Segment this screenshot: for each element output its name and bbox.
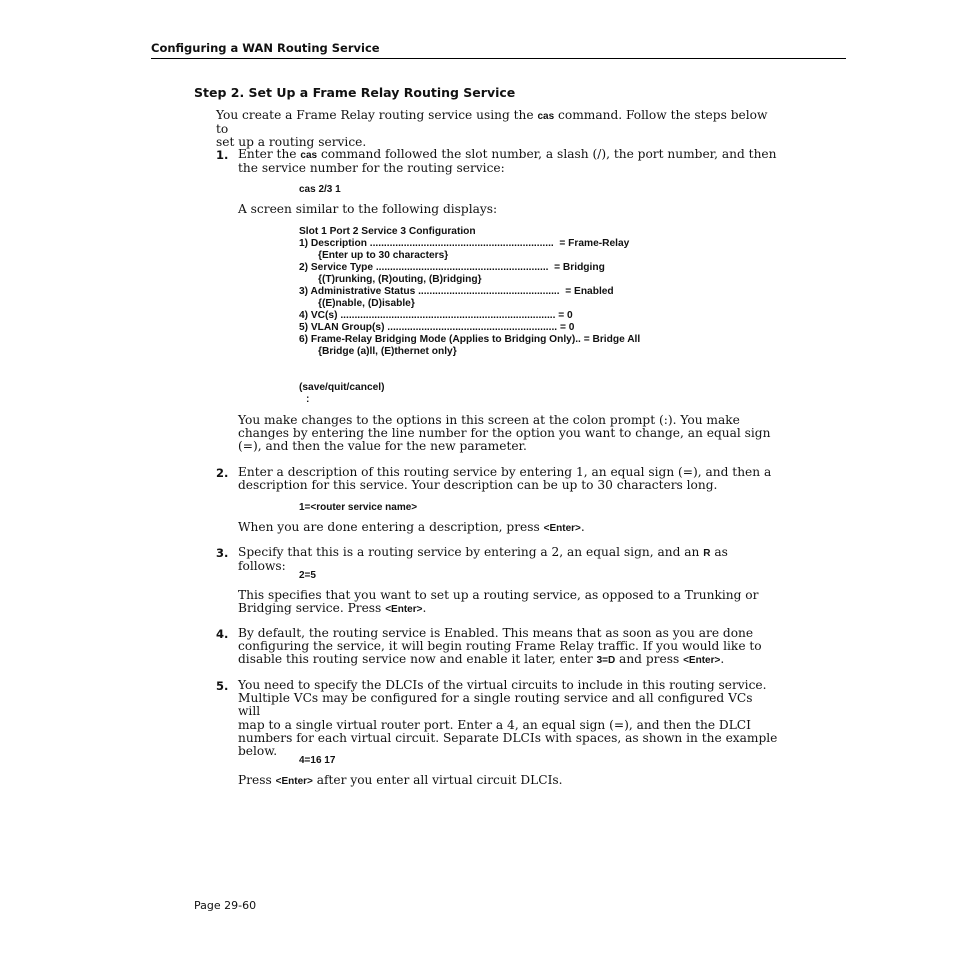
step-2-after-b: .	[580, 520, 585, 534]
step-3-text-a: Specify that this is a routing service by entering a 2, an equal sign, and an	[238, 545, 704, 559]
screen-line-2: {Enter up to 30 characters}	[318, 250, 449, 261]
step-4-line-3-c: .	[720, 652, 725, 667]
step-3-text	[238, 546, 778, 573]
step-1-number: 1.	[216, 148, 229, 162]
step-5-after-c: s.	[552, 773, 563, 787]
config-screen	[299, 226, 640, 358]
step-2-example: 1=<router service name>	[299, 502, 418, 513]
step-2-line-1: Enter a description of this routing service by entering 1, an equal sign (=), and then a	[238, 465, 772, 479]
step-4-line-3-a: disable this routing service now and enable it later, enter	[238, 652, 597, 667]
step-3-after-a: Bridging service. Press	[238, 601, 386, 616]
step-3-after-b: .	[422, 601, 427, 616]
header-rule	[151, 58, 846, 59]
step-3-number: 3.	[216, 546, 229, 560]
intro-text-2: command. Follow the steps below to	[216, 108, 768, 137]
step-3-after	[238, 589, 778, 616]
step-2-after-a: When you are done entering a description, press	[238, 520, 544, 534]
step-5-dlci-2: DLCI	[718, 717, 751, 732]
step-1-cmd: cas	[300, 150, 318, 161]
step-2-line-2: description for this service. Your description can be up to 30 characters long.	[238, 478, 718, 493]
step-4-line-2: configuring the service, it will begin routing Frame Relay traffic. If you would like to	[238, 639, 762, 654]
step-2-after	[238, 521, 585, 535]
step-2-text	[238, 466, 778, 492]
step-5-line-2: Multiple VCs may be configured for a single routing service and all configured VCs will	[238, 691, 753, 719]
step-1-text	[238, 148, 778, 175]
step-5-line-4-a: numbers for each virtual circuit. Separate	[238, 730, 503, 745]
after-screen-line-2: changes by entering the line number for the option you want to change, an equal sign	[238, 426, 771, 441]
screen-colon-prompt: :	[306, 394, 310, 405]
step-4-line-3-b: and press	[615, 652, 684, 667]
intro-line-2: set up a routing service.	[216, 135, 367, 150]
screen-prompt	[299, 382, 385, 406]
screen-line-7: 4) VC(s) ............................................................................ = 0	[299, 310, 573, 321]
step-1-text-a: Enter the	[238, 147, 301, 161]
step-3-example: 2=5	[299, 570, 316, 581]
step-5-line-4-b: s with spaces, as shown in the example	[534, 730, 778, 745]
step-5-after-key: <Enter>	[275, 776, 313, 787]
step-5-after-b: after you enter all virtual circuit	[312, 773, 521, 787]
screen-line-1: 1) Description ................................................................. = Frame-Relay	[299, 238, 630, 249]
step-4-line-1: By default, the routing service is Enabled. This means that as soon as you are done	[238, 626, 754, 640]
step-2-number: 2.	[216, 466, 229, 480]
step-3-text-b: as follows:	[238, 545, 728, 574]
step-5-line-1-a: You need to specify the	[238, 678, 386, 692]
screen-line-10: {Bridge (a)ll, (E)thernet only}	[318, 346, 457, 357]
step-4-key: <Enter>	[683, 655, 721, 667]
step-5-example: 4=16 17	[299, 755, 336, 766]
step-1-text-b: command followed the slot number, a slash (/), the port number, and then	[317, 147, 777, 161]
screen-line-6: {(E)nable, (D)isable}	[318, 298, 415, 309]
step-4-cmd: 3=D	[596, 655, 616, 667]
intro-text-1: You create a Frame Relay routing service using the	[216, 108, 538, 122]
step-1-example: cas 2/3 1	[299, 184, 341, 195]
step-5-dlci-3: DLCI	[502, 730, 535, 745]
step-5-line-3-a: map to a single virtual router port. Enter a 4, an equal sign (=), and then the	[238, 717, 719, 732]
step-3-after-key: <Enter>	[385, 604, 423, 616]
running-header: Configuring a WAN Routing Service	[151, 41, 380, 55]
after-screen-paragraph	[238, 414, 778, 454]
step-4-text	[238, 627, 778, 668]
screen-line-4: {(T)runking, (R)outing, (B)ridging}	[318, 274, 482, 285]
step-1-line-2: the service number for the routing service:	[238, 161, 505, 176]
step-3-after-line-1: This specifies that you want to set up a routing service, as opposed to a Trunking or	[238, 588, 759, 602]
screen-line-3: 2) Service Type ............................................................. = Bridging	[299, 262, 605, 273]
intro-paragraph	[216, 109, 776, 150]
screen-line-9: 6) Frame-Relay Bridging Mode (Applies to Bridging Only).. = Bridge All	[299, 334, 641, 345]
step-5-number: 5.	[216, 679, 229, 693]
intro-cmd: cas	[537, 111, 555, 122]
step-5-after	[238, 774, 563, 788]
step-5-dlci-1: DLCI	[385, 678, 418, 692]
step-5-text	[238, 679, 778, 758]
step-5-after-dlci: DLCI	[520, 773, 553, 787]
screen-line-8: 5) VLAN Group(s) ............................................................ = 0	[299, 322, 575, 333]
step-5-line-1-b: s of the virtual circuits to include in this routing service.	[417, 678, 767, 692]
screen-line-5: 3) Administrative Status .................................................. = Enabled	[299, 286, 614, 297]
section-title: Step 2. Set Up a Frame Relay Routing Service	[194, 85, 516, 100]
step-3-cmd: R	[703, 548, 711, 559]
step-5-after-a: Press	[238, 773, 276, 787]
after-screen-line-3: (=), and then the value for the new parameter.	[238, 439, 527, 454]
step-2-after-key: <Enter>	[543, 523, 581, 534]
step-1-after: A screen similar to the following displays:	[238, 202, 498, 216]
page-number: Page 29-60	[194, 899, 257, 912]
after-screen-line-1: You make changes to the options in this screen at the colon prompt (:). You make	[238, 413, 740, 427]
step-5-line-5: below.	[238, 744, 278, 759]
step-4-number: 4.	[216, 627, 229, 641]
screen-title: Slot 1 Port 2 Service 3 Configuration	[299, 226, 476, 237]
screen-prompt-text: (save/quit/cancel)	[299, 382, 385, 393]
